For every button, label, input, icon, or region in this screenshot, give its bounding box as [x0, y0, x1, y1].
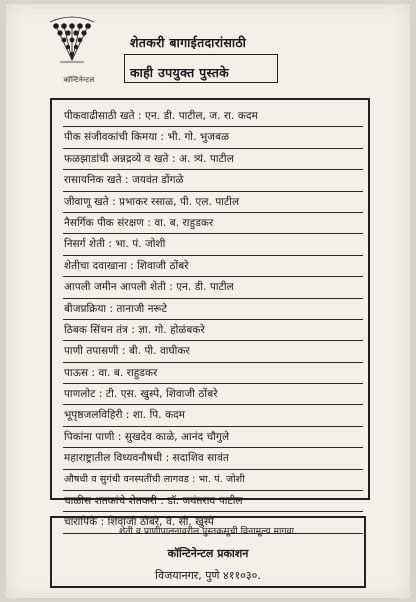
- list-item: चारापिके : शिवाजी ठोंबरे, व. सी. खुस्पे: [63, 512, 363, 533]
- list-item: औषधी व सुगंधी वनस्पतींची लागवड : भा. पं. जोशी: [63, 470, 363, 491]
- list-item: जीवाणू खते : प्रभाकर रसाळ, पी. एल. पाटील: [63, 192, 363, 213]
- list-item: रासायनिक खते : जयवंत डोंगळे: [63, 170, 363, 191]
- publisher-address: विजयानगर, पुणे ४११०३०.: [155, 569, 261, 582]
- list-item: पाऊस : वा. ब. राहुडकर: [63, 363, 363, 384]
- list-item: चाळीस शतकांचे शेतकरी : डॉ. जयंतराव पाटील: [63, 491, 363, 512]
- continental-logo-icon: [40, 14, 104, 78]
- catalog-note: शेती व प्राणीपालनावरील पुस्तकसूची विनामूल्य मागवा.: [119, 526, 297, 537]
- list-item: पीकवाढीसाठी खते : एन. डी. पाटील, ज. रा. कदम: [63, 106, 363, 127]
- list-item: पाणलोट : टी. एस. खुस्पे, शिवाजी ठोंबरे: [63, 384, 363, 405]
- list-item: ठिबक सिंचन तंत्र : ज्ञा. गो. होळंबकरे: [63, 320, 363, 341]
- list-item: पाणी तपासणी : बी. पी. वाघीकर: [63, 341, 363, 362]
- list-item: शेतीचा दवाखाना : शिवाजी ठोंबरे: [63, 256, 363, 277]
- heading-line-2: काही उपयुक्त पुस्तके: [130, 65, 230, 80]
- list-item: भूपृष्ठजलविहिरी : शा. पि. कदम: [63, 405, 363, 426]
- list-item: पिकांना पाणी : सुखदेव काळे, आनंद चौगुले: [63, 427, 363, 448]
- list-item: आपली जमीन आपली शेती : एन. डी. पाटील: [63, 277, 363, 298]
- list-item: फळझाडांची अन्नद्रव्ये व खते : अ. त्र्यं. पाटील: [63, 149, 363, 170]
- list-item: नैसर्गिक पीक संरक्षण : वा. ब. राहुडकर: [63, 213, 363, 234]
- publisher-name: कॉन्टिनेन्टल प्रकाशन: [167, 547, 249, 560]
- heading-line-1: शेतकरी बागाईतदारांसाठी: [130, 35, 247, 50]
- list-item: महाराष्ट्रातील विध्यवनौषधी : सदाशिव सावंत: [63, 448, 363, 469]
- list-item: निसर्ग शेती : भा. पं. जोशी: [63, 234, 363, 255]
- list-item: पीक संजीवकांची किमया : भी. गो. भुजबळ: [63, 127, 363, 148]
- logo-text: कॉन्टिनेन्टल: [63, 76, 95, 84]
- book-list: [63, 106, 363, 534]
- list-item: बीजप्रक्रिया : तानाजी नरूटे: [63, 299, 363, 320]
